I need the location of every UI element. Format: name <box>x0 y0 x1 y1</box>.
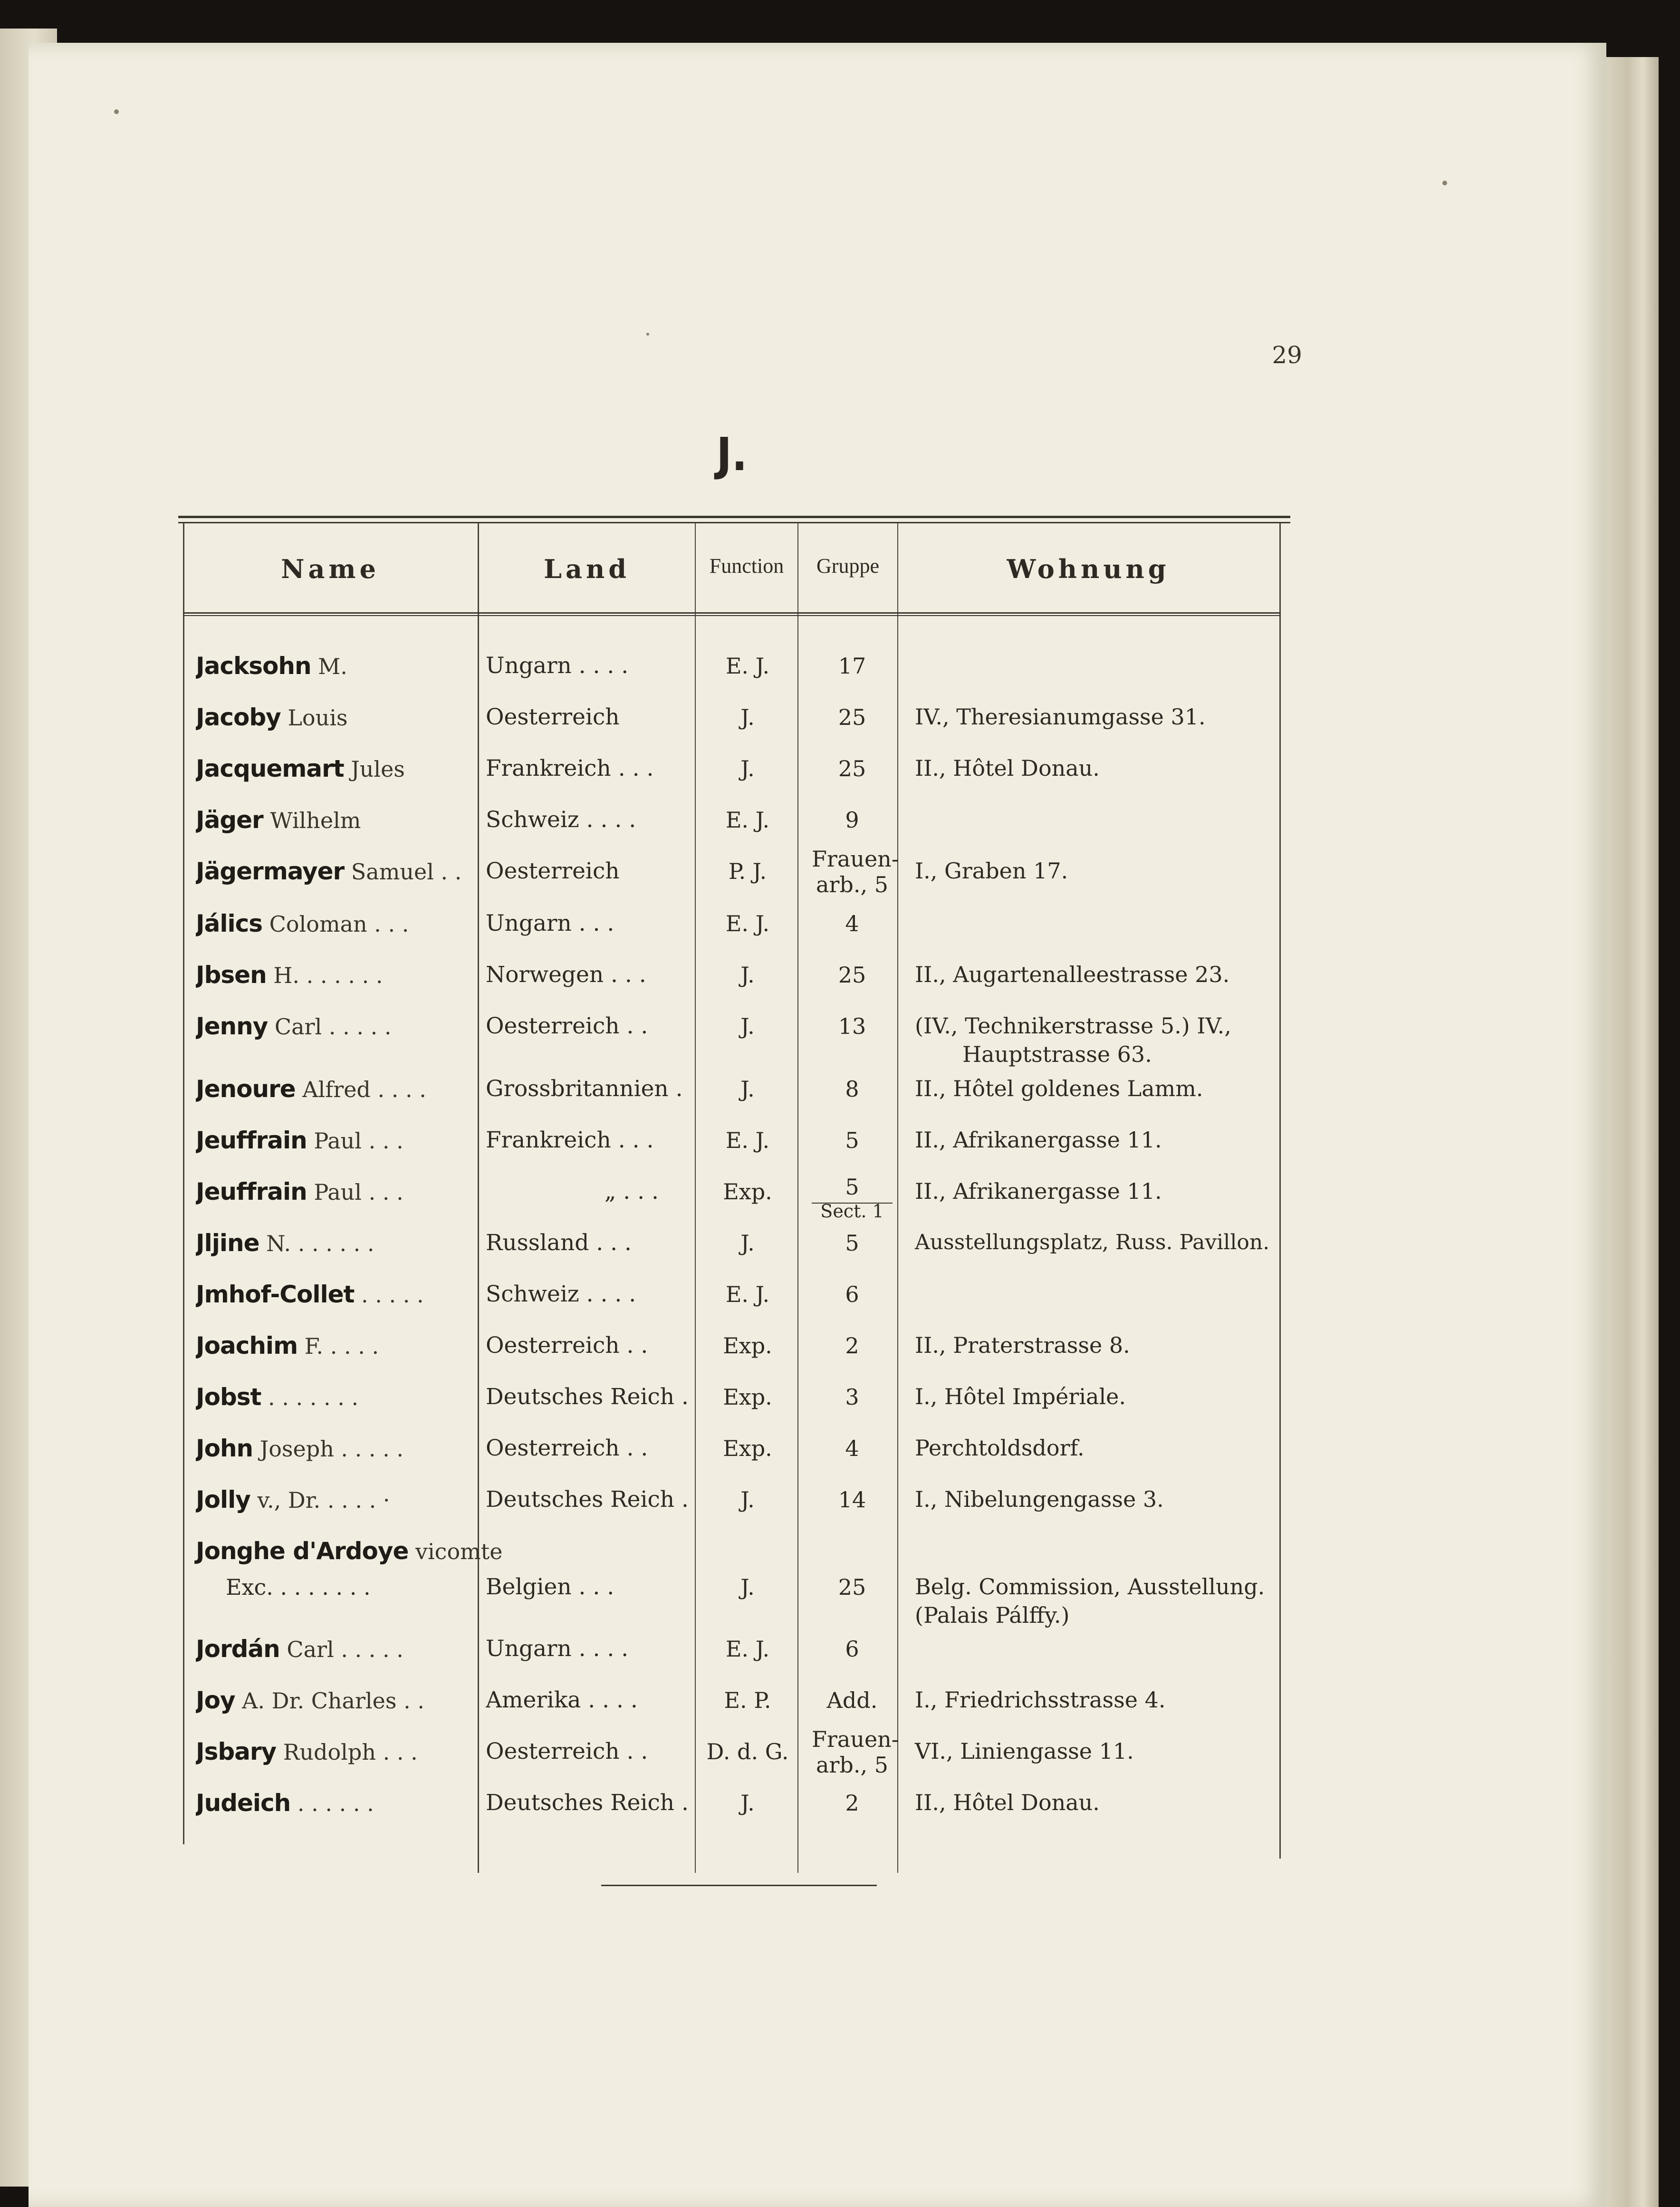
wohnung-cell: II., Hôtel Donau. <box>915 755 1100 781</box>
given-name: vicomte <box>408 1539 503 1564</box>
given-name: Paul . . . <box>307 1128 403 1154</box>
given-name: Wilhelm <box>263 808 361 833</box>
table-row <box>0 1228 1680 1276</box>
name-cell <box>196 1177 481 1207</box>
land-cell: Amerika . . . . <box>486 1687 638 1713</box>
table-row <box>0 1126 1680 1173</box>
table-row <box>0 754 1680 801</box>
function-cell: P. J. <box>728 858 767 884</box>
table-header-rule <box>183 612 1281 616</box>
land-cell: Oesterreich . . <box>486 1738 648 1764</box>
table-row <box>0 1012 1680 1067</box>
wohnung-cell: I., Nibelungengasse 3. <box>915 1486 1164 1512</box>
table-row <box>0 960 1680 1008</box>
function-cell: E. J. <box>725 1636 770 1662</box>
surname: Jolly <box>196 1486 250 1513</box>
table-row <box>0 846 1680 904</box>
land-cell: Grossbritannien . <box>486 1076 683 1102</box>
paper-speck <box>114 109 119 114</box>
name-cell <box>196 1634 481 1664</box>
surname: Jacoby <box>196 704 281 731</box>
given-name: Carl . . . . . <box>268 1014 392 1040</box>
gruppe-cell: 5 <box>845 1174 859 1200</box>
name-cell <box>196 857 481 887</box>
name-cell <box>196 1280 481 1310</box>
given-name: Paul . . . <box>307 1179 403 1205</box>
gruppe-cell: 14 <box>838 1487 866 1513</box>
header-function: Function <box>709 554 784 578</box>
given-name: H. . . . . . . <box>266 963 383 988</box>
table-row <box>0 1382 1680 1430</box>
land-cell: Ungarn . . . <box>486 910 614 936</box>
surname: Jonghe d'Ardoye <box>196 1537 409 1565</box>
gruppe-section: Sect. 1 <box>820 1201 884 1222</box>
function-cell: J. <box>740 1076 755 1102</box>
function-cell: E. J. <box>725 653 770 679</box>
given-name: Rudolph . . . <box>276 1739 418 1765</box>
header-wohnung: Wohnung <box>1007 554 1170 584</box>
name-cell <box>196 960 481 990</box>
gruppe-cell: 9 <box>845 807 859 833</box>
given-name: . . . . . <box>354 1282 424 1308</box>
function-cell: D. d. G. <box>706 1739 789 1764</box>
wohnung-cell: (IV., Technikerstrasse 5.) IV., Hauptstrasse 63. <box>915 1013 1231 1067</box>
table-row <box>0 1174 1680 1224</box>
surname: Jacksohn <box>196 652 311 680</box>
surname: Jljine <box>196 1229 259 1257</box>
given-name: A. Dr. Charles . . <box>235 1688 424 1714</box>
wohnung-cell: II., Afrikanergasse 11. <box>915 1127 1162 1153</box>
gruppe-cell: 3 <box>845 1384 859 1410</box>
surname: Jeuffrain <box>196 1178 307 1205</box>
paper-speck <box>1442 181 1447 185</box>
table-row <box>0 1331 1680 1378</box>
wohnung-cell: Belg. Commission, Ausstellung. (Palais Pálffy.) <box>915 1574 1265 1628</box>
land-cell: Russland . . . <box>486 1230 632 1256</box>
name-continuation: Exc. . . . . . . . <box>226 1574 371 1600</box>
gruppe-cell: 5 <box>845 1128 859 1153</box>
name-cell <box>196 1126 481 1156</box>
name-cell <box>196 703 481 732</box>
function-cell: J. <box>740 1790 755 1816</box>
gruppe-cell: 4 <box>845 1436 859 1461</box>
function-cell: J. <box>740 756 755 781</box>
table-row <box>0 909 1680 956</box>
land-cell: Oesterreich . . <box>486 1013 648 1039</box>
gruppe-cell: Frauen-arb., 5 <box>812 1726 899 1778</box>
function-cell: E. J. <box>725 1128 770 1153</box>
function-cell: E. J. <box>725 807 770 833</box>
surname: Jacquemart <box>196 755 344 782</box>
land-cell: „ . . . <box>605 1178 659 1205</box>
land-cell: Schweiz . . . . <box>486 807 636 833</box>
surname: John <box>196 1435 253 1462</box>
wohnung-cell: II., Augartenalleestrasse 23. <box>915 962 1230 987</box>
gruppe-cell: 25 <box>838 962 866 988</box>
gruppe-cell: Frauen-arb., 5 <box>812 846 899 897</box>
gruppe-cell: 4 <box>845 911 859 936</box>
page <box>29 43 1606 2207</box>
land-cell: Ungarn . . . . <box>486 1636 629 1662</box>
name-cell <box>196 651 481 681</box>
wohnung-cell: II., Hôtel Donau. <box>915 1790 1100 1815</box>
land-cell: Frankreich . . . <box>486 1127 654 1153</box>
section-letter: J. <box>716 428 748 481</box>
given-name: Alfred . . . . <box>295 1077 426 1102</box>
function-cell: E. J. <box>725 1282 770 1307</box>
wohnung-cell: II., Praterstrasse 8. <box>915 1332 1130 1358</box>
function-cell: J. <box>740 704 755 730</box>
land-cell: Ungarn . . . . <box>486 653 629 679</box>
table-row <box>0 1485 1680 1532</box>
table-row <box>0 1686 1680 1733</box>
surname: Joachim <box>196 1332 298 1359</box>
land-cell: Oesterreich <box>486 858 620 884</box>
gruppe-cell: 25 <box>838 756 866 781</box>
table-row <box>0 703 1680 750</box>
function-cell: Exp. <box>723 1179 772 1205</box>
name-cell <box>196 1012 481 1041</box>
surname: Jobst <box>196 1383 261 1411</box>
header-gruppe: Gruppe <box>816 554 879 578</box>
gruppe-cell: 17 <box>838 653 866 679</box>
function-cell: J. <box>740 1230 755 1256</box>
given-name: Louis <box>280 705 348 731</box>
table-row <box>0 805 1680 853</box>
function-cell: E. J. <box>725 911 770 936</box>
land-cell: Oesterreich <box>486 704 620 730</box>
header-name: Name <box>281 554 380 584</box>
function-cell: J. <box>740 962 755 988</box>
table-row <box>0 1726 1680 1784</box>
table-row <box>0 1280 1680 1327</box>
surname: Jmhof-Collet <box>196 1281 355 1308</box>
function-cell: Exp. <box>723 1333 772 1359</box>
function-cell: E. P. <box>724 1687 771 1713</box>
surname: Jsbary <box>196 1738 277 1765</box>
given-name: Carl . . . . . <box>279 1637 403 1662</box>
table-row <box>0 1074 1680 1122</box>
wohnung-cell: I., Friedrichsstrasse 4. <box>915 1687 1166 1713</box>
wohnung-cell: II., Afrikanergasse 11. <box>915 1178 1162 1204</box>
surname: Jbsen <box>196 961 267 989</box>
header-land: Land <box>544 554 630 584</box>
land-cell: Belgien . . . <box>486 1574 614 1600</box>
given-name: N. . . . . . . <box>259 1231 374 1256</box>
surname: Jeuffrain <box>196 1127 307 1154</box>
function-cell: J. <box>740 1574 755 1600</box>
wohnung-cell: VI., Liniengasse 11. <box>915 1738 1134 1764</box>
name-cell <box>196 1331 481 1361</box>
name-cell <box>196 1788 481 1818</box>
given-name: . . . . . . . <box>261 1385 359 1410</box>
table-row <box>0 1434 1680 1481</box>
land-cell: Oesterreich . . <box>486 1435 648 1461</box>
name-cell <box>196 909 481 939</box>
wohnung-cell: Ausstellungsplatz, Russ. Pavillon. <box>915 1230 1270 1254</box>
paper-speck <box>646 333 649 336</box>
name-cell <box>196 1382 481 1412</box>
given-name: M. <box>311 654 347 679</box>
given-name: Joseph . . . . . <box>253 1436 404 1462</box>
gruppe-cell: 2 <box>845 1790 859 1816</box>
name-cell <box>196 754 481 784</box>
gruppe-cell: Add. <box>826 1687 878 1713</box>
given-name: Coloman . . . <box>262 911 409 937</box>
given-name: F. . . . . <box>298 1333 379 1359</box>
surname: Jálics <box>196 910 263 937</box>
function-cell: J. <box>740 1487 755 1513</box>
name-cell <box>196 1686 481 1715</box>
land-cell: Frankreich . . . <box>486 755 654 781</box>
table-row <box>0 651 1680 699</box>
gruppe-cell: 6 <box>845 1636 859 1662</box>
name-cell <box>196 1737 481 1767</box>
surname: Jordán <box>196 1635 280 1663</box>
surname: Jäger <box>196 806 263 834</box>
table-row <box>0 1634 1680 1682</box>
surname: Jägermayer <box>196 858 345 885</box>
surname: Jenoure <box>196 1075 296 1103</box>
gruppe-cell: 6 <box>845 1282 859 1307</box>
function-cell: Exp. <box>723 1436 772 1461</box>
land-cell: Schweiz . . . . <box>486 1281 636 1307</box>
gruppe-cell: 25 <box>838 704 866 730</box>
wohnung-cell: II., Hôtel goldenes Lamm. <box>915 1076 1203 1101</box>
given-name: Samuel . . <box>344 859 462 885</box>
table-row <box>0 1788 1680 1836</box>
name-cell <box>196 1485 481 1515</box>
name-cell <box>196 1536 503 1566</box>
wohnung-cell: Perchtoldsdorf. <box>915 1435 1085 1461</box>
gruppe-cell: 5 <box>845 1230 859 1256</box>
function-cell: J. <box>740 1013 755 1039</box>
name-cell <box>196 1074 481 1104</box>
land-cell: Deutsches Reich . <box>486 1384 689 1410</box>
function-cell: Exp. <box>723 1384 772 1410</box>
land-cell: Oesterreich . . <box>486 1332 648 1359</box>
table-row <box>0 1536 1680 1627</box>
table-top-rule <box>178 516 1290 523</box>
given-name: v., Dr. . . . . · <box>250 1487 390 1513</box>
name-cell <box>196 805 481 835</box>
gruppe-cell: 8 <box>845 1076 859 1102</box>
given-name: Jules <box>344 756 405 782</box>
wohnung-cell: I., Hôtel Impériale. <box>915 1384 1126 1409</box>
surname: Jenny <box>196 1012 268 1040</box>
surname: Joy <box>196 1687 235 1714</box>
land-cell: Norwegen . . . <box>486 962 646 988</box>
wohnung-cell: IV., Theresianumgasse 31. <box>915 704 1206 730</box>
page-number: 29 <box>1272 341 1302 369</box>
surname: Judeich <box>196 1789 291 1817</box>
gruppe-cell: 13 <box>838 1013 866 1039</box>
land-cell: Deutsches Reich . <box>486 1790 689 1816</box>
table-end-rule <box>601 1885 877 1886</box>
gruppe-cell: 25 <box>838 1574 866 1600</box>
gruppe-cell: 2 <box>845 1333 859 1359</box>
name-cell <box>196 1434 481 1464</box>
land-cell: Deutsches Reich . <box>486 1486 689 1513</box>
wohnung-cell: I., Graben 17. <box>915 858 1068 884</box>
name-cell <box>196 1228 481 1258</box>
given-name: . . . . . . <box>290 1791 374 1816</box>
